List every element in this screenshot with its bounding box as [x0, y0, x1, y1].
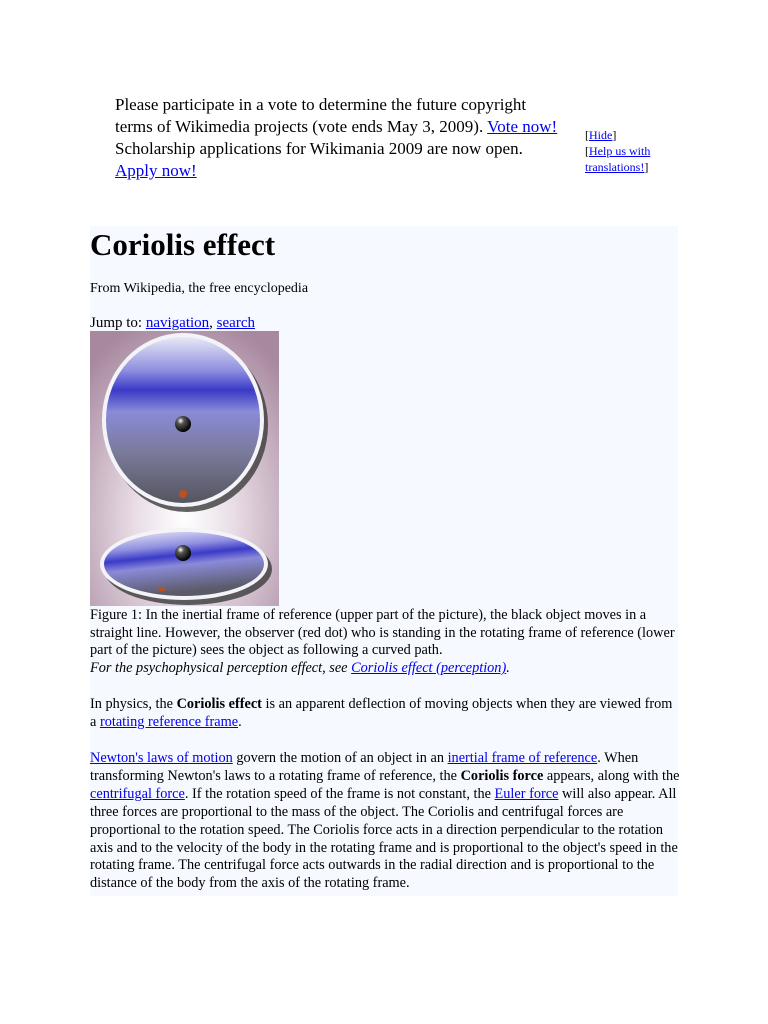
help-translate-link[interactable]: Help us with translations!	[585, 144, 651, 174]
coriolis-figure-image[interactable]	[90, 331, 279, 606]
centrifugal-force-link[interactable]: centrifugal force	[90, 785, 185, 802]
body-paragraph	[90, 750, 680, 893]
p2-text-2: . When transforming Newton's laws to a rotating frame of reference, the	[90, 750, 639, 784]
black-object-ball	[175, 416, 191, 432]
hatnote-text: For the psychophysical perception effect, see	[90, 660, 348, 676]
jump-to-label: Jump to:	[90, 315, 143, 331]
p1-after: is an apparent deflection of moving objects when they are viewed from a	[90, 696, 673, 730]
hide-notice-link[interactable]: Hide	[589, 128, 613, 142]
p2-text-3: appears, along with the	[546, 767, 680, 784]
observer-red-dot-rotating	[158, 587, 166, 591]
newtons-laws-link[interactable]: Newton's laws of motion	[90, 750, 233, 766]
jump-search-link[interactable]: search	[216, 315, 255, 331]
notice-controls: [Hide] [Help us with translations!]	[585, 128, 651, 174]
tagline: From Wikipedia, the free encyclopedia	[90, 281, 309, 296]
vote-notice-text: Please participate in a vote to determine the future copyright terms of Wikimedia projects (vote ends May 3, 2009).	[115, 95, 527, 136]
p2-text-5: will also appear. All three forces are proportional to the mass of the object. The Coriolis and centrifugal forces are proportional to the rotation speed. The Coriolis force acts in a direction perpendicular to the rotation axis and to the velocity of the body in the rotating frame and is proportional to the object's speed in the rotating frame. The centrifugal force acts outwards in the radial direction and is proportional to the distance of the body from the axis of the rotating frame.	[90, 785, 678, 892]
vote-now-link[interactable]: Vote now!	[487, 117, 558, 136]
page-title: Coriolis effect	[90, 227, 276, 262]
p2-bold-term: Coriolis force	[460, 767, 544, 784]
hatnote: For the psychophysical perception effect, see Coriolis effect (perception).	[90, 660, 510, 676]
jump-to-links: Jump to: navigation, search	[90, 315, 255, 331]
apply-now-link[interactable]: Apply now!	[115, 161, 197, 180]
black-object-ball-rotating	[175, 545, 191, 561]
scholarship-notice-text: Scholarship applications for Wikimania 2009 are now open.	[115, 139, 523, 158]
site-notice	[115, 94, 565, 182]
euler-force-link[interactable]: Euler force	[494, 785, 559, 802]
inertial-frame-link[interactable]: inertial frame of reference	[447, 750, 598, 766]
p1-before: In physics, the	[90, 696, 173, 712]
p1-bold-term: Coriolis effect	[176, 696, 262, 712]
rotating-reference-frame-link[interactable]: rotating reference frame	[99, 713, 239, 730]
jump-navigation-link[interactable]: navigation	[145, 315, 210, 331]
figure-caption: Figure 1: In the inertial frame of reference (upper part of the picture), the black object moves in a straight line. However, the observer (red dot) who is standing in the rotating frame of reference (lower part of the picture) sees the object as following a curved path.	[90, 607, 675, 659]
intro-paragraph: In physics, the Coriolis effect is an apparent deflection of moving objects when they are viewed from a rotating reference frame.	[90, 696, 673, 730]
article-content	[90, 226, 678, 896]
p2-text-1: govern the motion of an object in an	[236, 750, 444, 766]
p2-text-4: . If the rotation speed of the frame is not constant, the	[184, 785, 491, 802]
observer-red-dot	[179, 490, 187, 498]
coriolis-perception-link[interactable]: Coriolis effect (perception)	[351, 660, 507, 676]
